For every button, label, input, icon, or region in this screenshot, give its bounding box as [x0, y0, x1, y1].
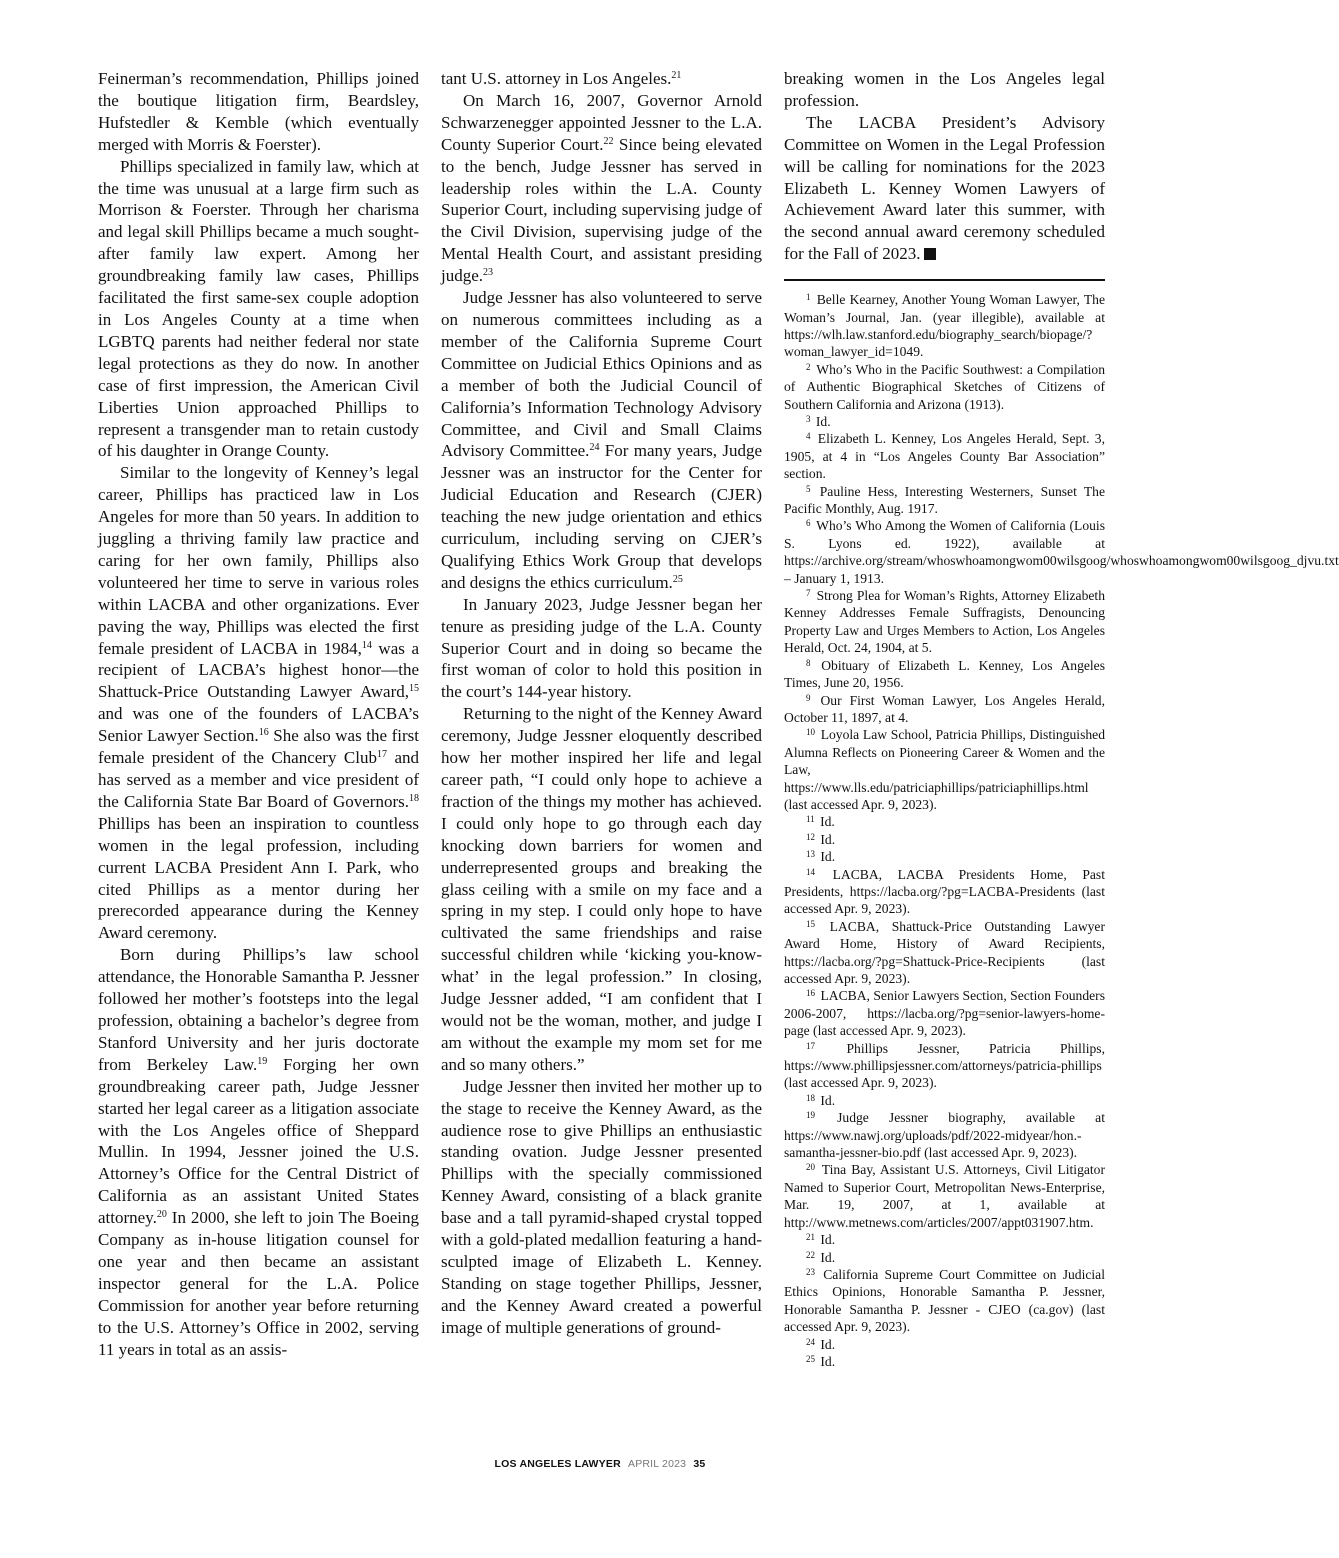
footnote-text: Pauline Hess, Interesting Westerners, Sunset The Pacific Monthly, Aug. 1917. [784, 483, 1105, 517]
footnote-ref[interactable]: 19 [257, 1055, 268, 1067]
footnote [784, 657, 1105, 692]
footnote-ref[interactable]: 24 [589, 442, 600, 454]
text-run: The LACBA President’s Advisory Committee on Women in the Legal Profession will be calling for nominations for the 2023 Elizabeth L. Kenney Women Lawyers of Achievement Award later this summer, with the second annual award ceremony scheduled for the Fall of 2023. [784, 112, 1105, 264]
footnote-number: 18 [806, 1092, 815, 1103]
footnote-text: Id. [820, 1336, 836, 1352]
footnote-number: 10 [806, 727, 815, 738]
footnote-text: Id. [820, 849, 836, 865]
footnote [784, 848, 1105, 865]
paragraph [98, 944, 419, 1360]
text-run: Born during Phillips’s law school attendance, the Honorable Samantha P. Jessner followed her mother’s footsteps into the legal profession, obtaining a bachelor’s degree from Stanford University and her juris doctorate from Berkeley Law. [98, 945, 419, 1074]
footnote-text: Loyola Law School, Patricia Phillips, Distinguished Alumna Reflects on Pioneering Career & Women and the Law, https://www.lls.edu/patriciaphillips/patriciaphillips.html (last accessed Apr. 9, 2023). [784, 727, 1105, 812]
footnote-text: Belle Kearney, Another Young Woman Lawyer, The Woman’s Journal, Jan. (year illegible), available at https://wlh.law.stanford.edu/biography_search/biopage/?woman_lawyer_id=1049. [784, 292, 1105, 360]
footnote-ref[interactable]: 18 [409, 792, 419, 804]
footnote-text: LACBA, LACBA Presidents Home, Past Presidents, https://lacba.org/?pg=LACBA-Presidents (last accessed Apr. 9, 2023). [784, 866, 1105, 917]
footnote-text: California Supreme Court Committee on Judicial Ethics Opinions, Honorable Samantha P. Jessner, Honorable Samantha P. Jessner - CJEO (ca.gov) (last accessed Apr. 9, 2023). [784, 1266, 1105, 1335]
footnote-number: 25 [806, 1353, 815, 1364]
article-column-2 [441, 68, 762, 1339]
footnote [784, 813, 1105, 830]
footnote [784, 692, 1105, 727]
footnote [784, 726, 1105, 813]
footnote-ref[interactable]: 22 [603, 135, 614, 147]
text-run: In 2000, she left to join The Boeing Company as in-house litigation counsel for one year and then became an assistant inspector general for the L.A. Police Commission for another year before returning to the U.S. Attorney’s Office in 2002, serving 11 years in total as an assis- [98, 1208, 419, 1359]
footnote-ref[interactable]: 20 [156, 1209, 167, 1221]
footnote-number: 23 [806, 1266, 815, 1277]
paragraph [441, 68, 762, 90]
footnote [784, 866, 1105, 918]
footnote-number: 11 [806, 814, 815, 825]
footnote [784, 1266, 1105, 1336]
footnote [784, 430, 1105, 482]
footnote-text: Our First Woman Lawyer, Los Angeles Herald, October 11, 1897, at 4. [784, 692, 1106, 725]
footnote-text: Id. [820, 1353, 836, 1369]
footnote-number: 2 [806, 361, 811, 372]
paragraph: Feinerman’s recommendation, Phillips joined the boutique litigation firm, Beardsley, Hufstedler & Kemble (which eventually merged with Morris & Foerster). [98, 69, 419, 154]
footnote-number: 22 [806, 1249, 815, 1260]
footnotes-divider [784, 279, 1105, 281]
footnote-number: 19 [806, 1110, 815, 1121]
paragraph [441, 90, 762, 287]
footnote [784, 987, 1105, 1039]
footnote-ref[interactable]: 21 [671, 70, 682, 81]
text-run: On March 16, 2007, Governor Arnold Schwarzenegger appointed Jessner to the L.A. County Superior Court. [441, 90, 762, 154]
footnote-text: Id. [820, 814, 835, 830]
footnote-number: 20 [806, 1162, 815, 1173]
footnote-number: 6 [806, 518, 811, 529]
footnote-text: Id. [820, 1232, 836, 1248]
footnote [784, 1161, 1105, 1231]
footnote [784, 291, 1105, 361]
footnote-text: Id. [820, 1092, 836, 1108]
footnote-text: Id. [820, 831, 836, 847]
footnote [784, 413, 1105, 430]
magazine-name: LOS ANGELES LAWYER [494, 1458, 621, 1470]
footnote-ref[interactable]: 25 [672, 573, 683, 585]
footnote [784, 1249, 1105, 1266]
paragraph: Returning to the night of the Kenney Award ceremony, Judge Jessner eloquently described how her mother inspired her life and legal career path, “I could only hope to achieve a fraction of the things my mother has achieved. I could only hope to go through each day knocking down barriers for women and underrepresented groups and breaking the glass ceiling with a smile on my face and a spring in my step. I could only hope to have cultivated the same friendships and raise successful children while ‘kicking you-know-what’ in the legal profession.” In closing, Judge Jessner added, “I am confident that I would not be the woman, mother, and judge I am without the example my mom set for me and so many others.” [441, 704, 762, 1074]
end-mark-icon [924, 248, 936, 260]
paragraph: In January 2023, Judge Jessner began her tenure as presiding judge of the L.A. County Superior Court and in doing so became the first woman of color to hold this position in the court’s 144-year history. [441, 594, 762, 702]
footnote-number: 15 [806, 918, 815, 929]
footnote-number: 24 [806, 1336, 815, 1347]
footnote-number: 7 [806, 588, 811, 599]
text-run: Judge Jessner has also volunteered to serve on numerous committees including as a member of the California Supreme Court Committee on Judicial Ethics Opinions and as a member of both the Judicial Council of California’s Information Technology Advisory Committee, and Civil and Small Claims Advisory Committee. [441, 288, 762, 461]
footnote-number: 3 [806, 414, 811, 424]
footnote [784, 831, 1105, 848]
footnote [784, 587, 1105, 657]
page-footer [0, 1458, 1200, 1470]
footnote-number: 8 [806, 657, 811, 668]
paragraph [98, 462, 419, 944]
footnote-number: 21 [806, 1232, 815, 1243]
footnote [784, 1336, 1105, 1353]
footnote-number: 9 [806, 692, 811, 703]
footnote-text: Elizabeth L. Kenney, Los Angeles Herald, Sept. 3, 1905, at 4 in “Los Angeles County Bar Association” section. [784, 431, 1105, 482]
footnote [784, 1092, 1105, 1109]
footnote-text: Obituary of Elizabeth L. Kenney, Los Angeles Times, June 20, 1956. [784, 657, 1105, 691]
paragraph [784, 112, 1105, 265]
footnote [784, 361, 1105, 413]
article-column-3 [784, 68, 1339, 1370]
text-run: tant U.S. attorney in Los Angeles. [441, 69, 672, 88]
footnote [784, 1353, 1105, 1370]
text-run: Phillips has been an inspiration to countless women in the legal profession, including current LACBA President Ann I. Park, who cited Phillips as a mentor during her prerecorded appearance during the Kenney Award ceremony. [98, 813, 419, 943]
footnote-text: Id. [815, 414, 831, 429]
footnote-number: 17 [806, 1040, 815, 1051]
text-run: Similar to the longevity of Kenney’s legal career, Phillips has practiced law in Los Angeles for more than 50 years. In addition to juggling a thriving family law practice and caring for her own family, Phillips also volunteered her time to serve in various roles within LACBA and other organizations. Ever paving the way, Phillips was elected the first female president of LACBA in 1984, [98, 463, 419, 658]
footnote-number: 1 [806, 292, 811, 303]
footnote-text: Who’s Who in the Pacific Southwest: a Compilation of Authentic Biographical Sketches of Citizens of Southern California and Arizona (1913). [784, 361, 1106, 412]
footnote-number: 12 [806, 831, 815, 842]
footnote-text: Judge Jessner biography, available at https://www.nawj.org/uploads/pdf/2022-midyear/hon.-samantha-jessner-bio.pdf (last accessed Apr. 9, 2023). [784, 1110, 1105, 1161]
footnote-text: LACBA, Senior Lawyers Section, Section Founders 2006-2007, https://lacba.org/?pg=senior-lawyers-home-page (last accessed Apr. 9, 2023). [784, 988, 1105, 1039]
footnote [784, 517, 1339, 587]
footnote-text: Tina Bay, Assistant U.S. Attorneys, Civil Litigator Named to Superior Court, Metropolitan News-Enterprise, Mar. 19, 2007, at 1, available at http://www.metnews.com/articles/2007/appt031907.htm. [784, 1162, 1106, 1230]
footnote-text: Strong Plea for Woman’s Rights, Attorney Elizabeth Kenney Addresses Female Suffragists, Denouncing Property Law and Urges Members to Action, Los Angeles Herald, Oct. 24, 1904, at 5. [784, 588, 1105, 656]
footnote [784, 1109, 1105, 1161]
footnote-text: Phillips Jessner, Patricia Phillips, https://www.phillipsjessner.com/attorneys/patricia-phillips (last accessed Apr. 9, 2023). [784, 1040, 1105, 1091]
footnote-text: Id. [820, 1249, 836, 1265]
footnote [784, 1040, 1105, 1092]
article-column-1 [98, 68, 419, 1360]
footnote [784, 1231, 1105, 1248]
paragraph: Phillips specialized in family law, which at the time was unusual at a large firm such as Morrison & Foerster. Through her charisma and legal skill Phillips became a much sought-after family law expert. Among her groundbreaking family law cases, Phillips facilitated the first same-sex couple adoption in Los Angeles County at a time when LGBTQ parents had neither federal nor state legal protections as they do now. In another case of first impression, the American Civil Liberties Union approached Phillips to represent a transgender man to retain custody of his daughter in Orange County. [98, 156, 419, 461]
text-run: She also was the first female president of the Chancery Club [98, 726, 419, 768]
text-run: Forging her own groundbreaking career path, Judge Jessner started her legal career as a litigation associate with the Los Angeles office of Sheppard Mullin. In 1994, Jessner joined the U.S. Attorney’s Office for the Central District of California as an assistant United States attorney. [98, 1054, 419, 1228]
issue-date: APRIL 2023 [627, 1458, 687, 1470]
footnote-number: 4 [806, 431, 811, 442]
text-run: and was one of the founders of LACBA’s Senior Lawyer Section. [98, 704, 419, 746]
footnote-text: LACBA, Shattuck-Price Outstanding Lawyer Award Home, History of Award Recipients, https://lacba.org/?pg=Shattuck-Price-Recipients (last accessed Apr. 9, 2023). [784, 918, 1105, 986]
text-run: Since being elevated to the bench, Judge Jessner has served in leadership roles within the L.A. County Superior Court, including supervising judge of the Civil Division, supervising judge of the Mental Health Court, and assistant presiding judge. [441, 134, 762, 286]
footnote-ref[interactable]: 14 [361, 639, 372, 651]
footnote-ref[interactable]: 16 [258, 727, 269, 739]
footnote [784, 918, 1105, 988]
footnote [784, 483, 1105, 518]
footnote-text: Who’s Who Among the Women of California (Louis S. Lyons ed. 1922), available at https://archive.org/stream/whoswhoamongwom00wilsgoog/whoswhoamongwom00wilsgoog_djvu.txt – January 1, 1913. [784, 518, 1339, 586]
paragraph: breaking women in the Los Angeles legal profession. [784, 69, 1105, 110]
text-run: was a recipient of LACBA’s highest honor—the Shattuck-Price Outstanding Lawyer Award, [98, 638, 419, 702]
footnote-number: 5 [806, 483, 811, 494]
footnotes-list [784, 291, 1339, 1370]
footnote-number: 13 [806, 849, 815, 860]
text-run: For many years, Judge Jessner was an instructor for the Center for Judicial Education and Research (CJER) teaching the new judge orientation and ethics curriculum, including serving on CJER’s Qualifying Ethics Work Group that develops and designs the ethics curriculum. [441, 441, 763, 592]
text-run: and has served as a member and vice president of the California State Bar Board of Governors. [98, 748, 420, 811]
footnote-number: 16 [806, 988, 815, 999]
paragraph: Judge Jessner then invited her mother up to the stage to receive the Kenney Award, as the audience rose to give Phillips an enthusiastic standing ovation. Judge Jessner presented Phillips with the specially commissioned Kenney Award, consisting of a black granite base and a tall pyramid-shaped crystal topped with a gold-plated medallion featuring a hand-sculpted image of Elizabeth L. Kenney. Standing on stage together Phillips, Jessner, and the Kenney Award created a powerful image of multiple generations of ground- [441, 1076, 762, 1337]
page-number: 35 [693, 1458, 706, 1470]
footnote-ref[interactable]: 15 [409, 683, 419, 695]
footnote-ref[interactable]: 17 [377, 749, 387, 761]
paragraph [441, 287, 762, 594]
footnote-ref[interactable]: 23 [483, 267, 494, 279]
footnote-number: 14 [806, 866, 815, 877]
